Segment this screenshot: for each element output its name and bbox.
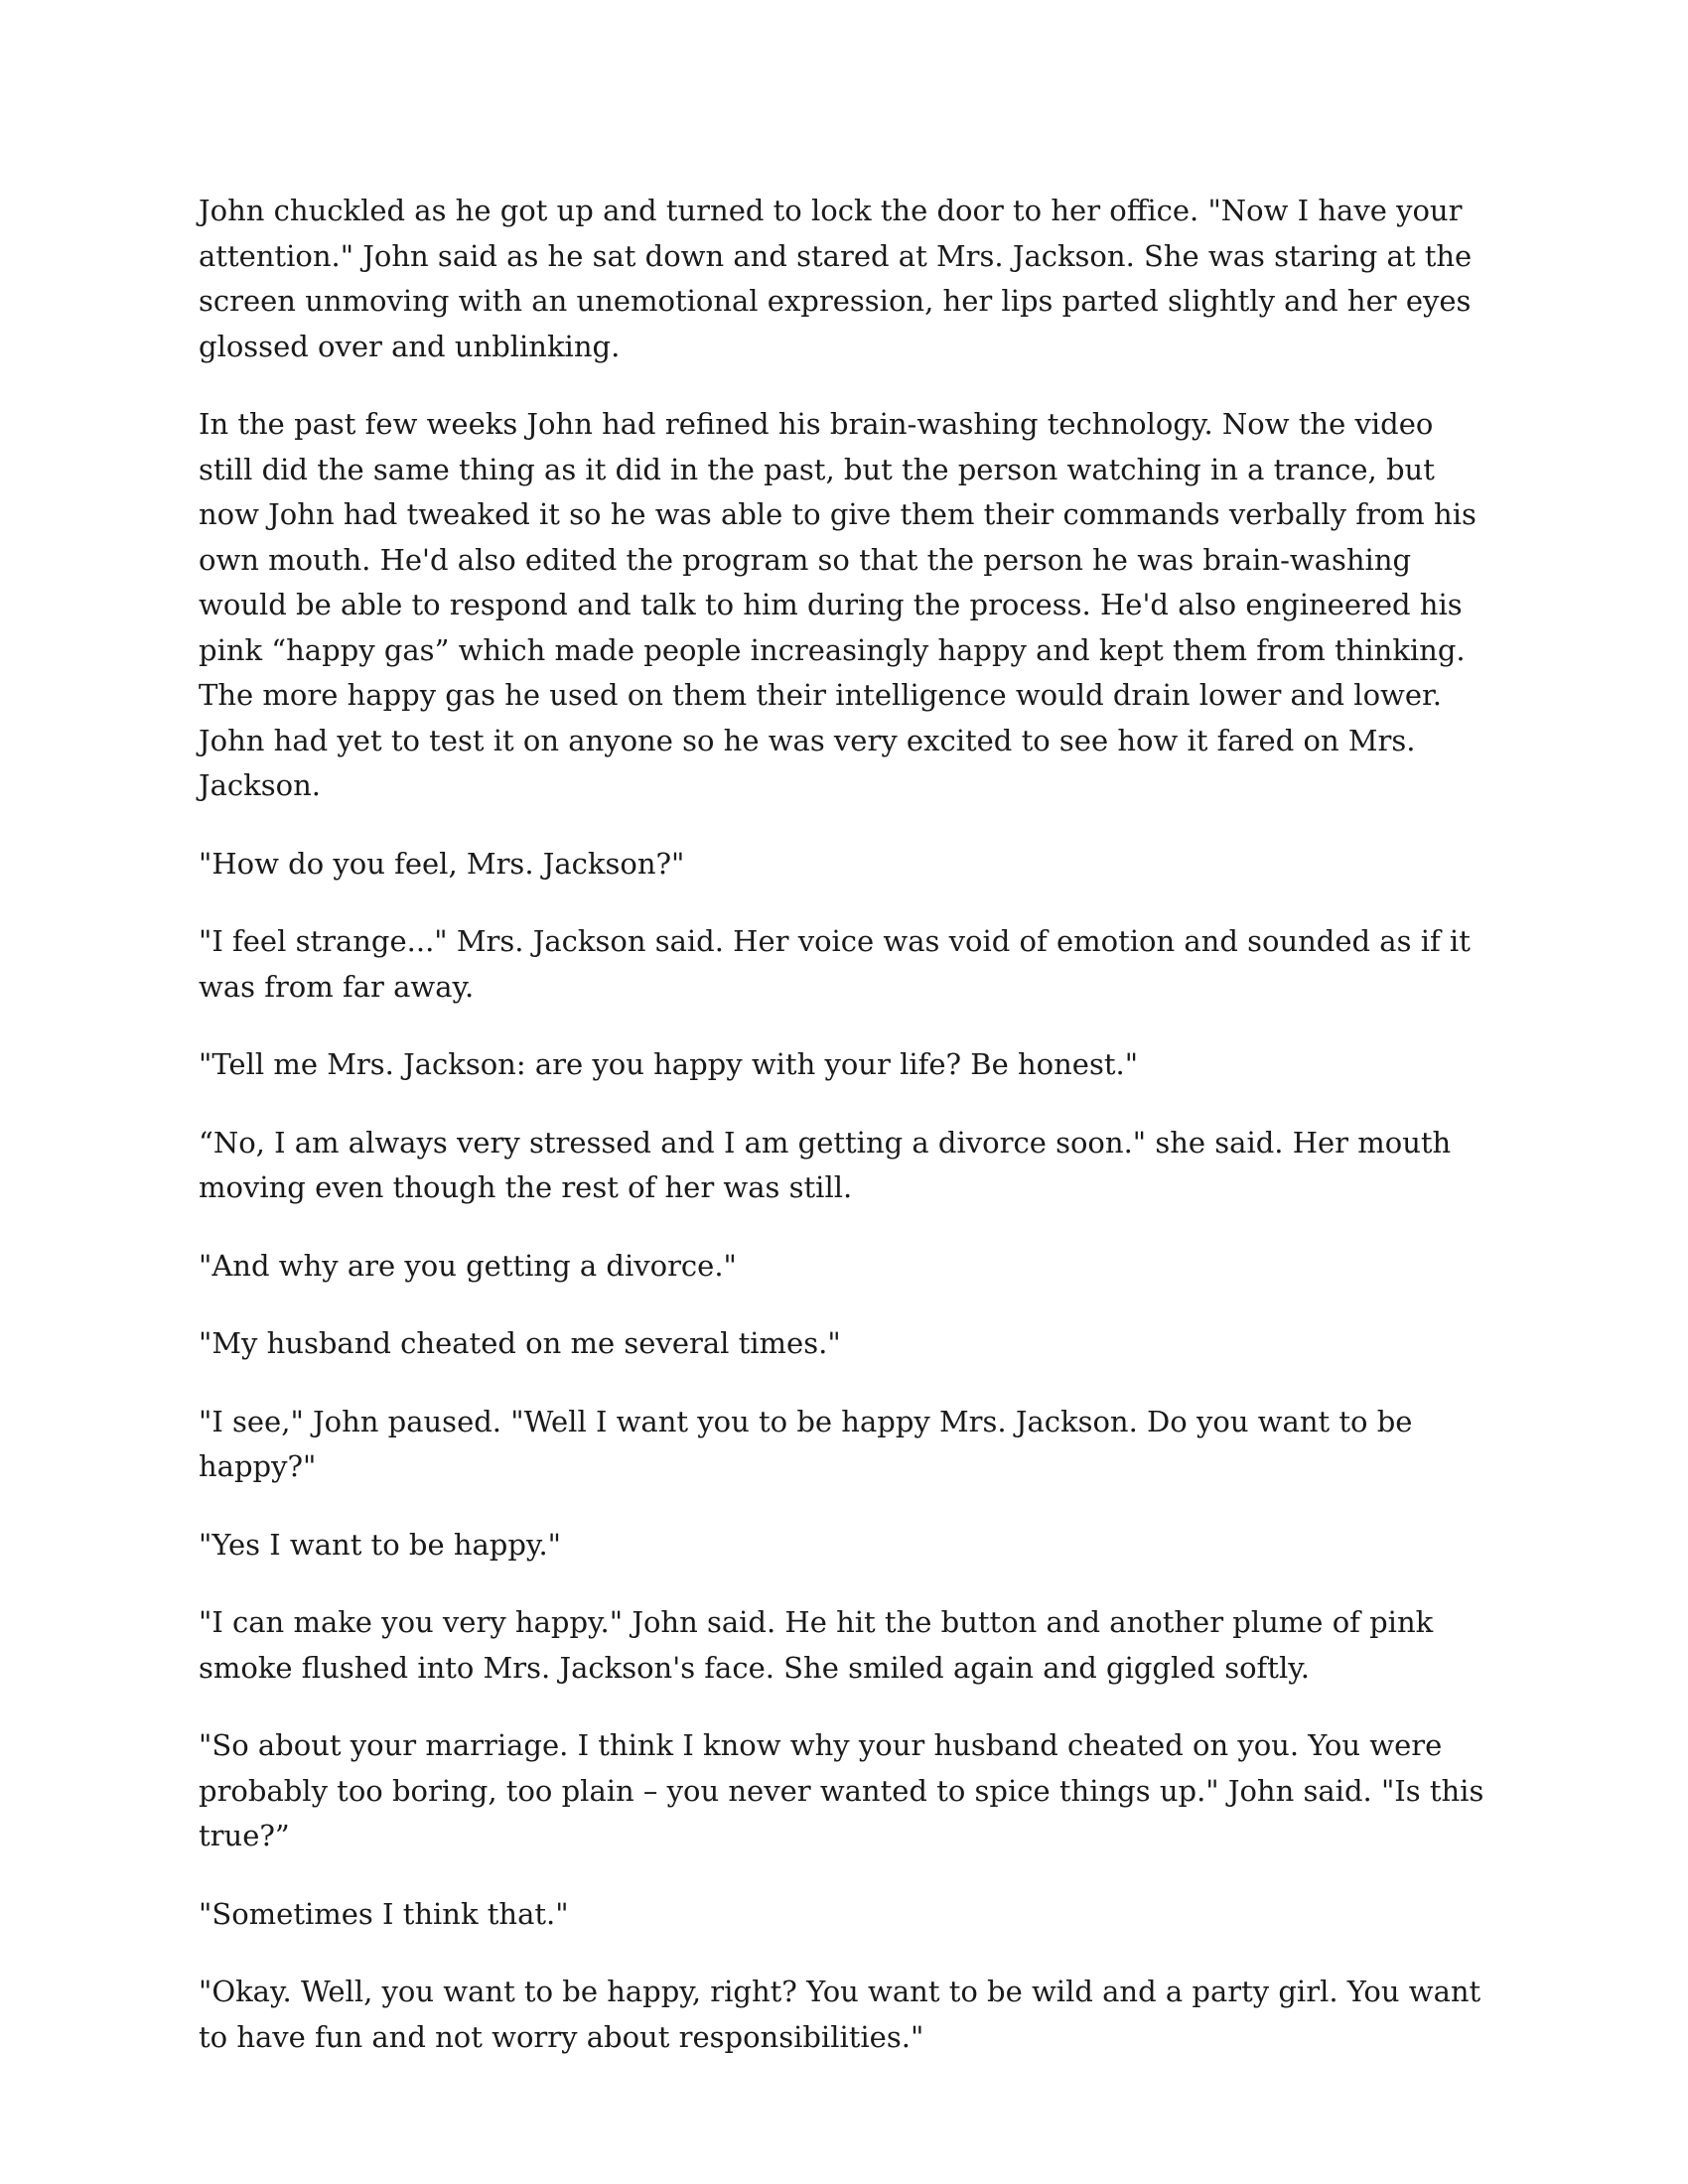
paragraph: "I see," John paused. "Well I want you to be happy Mrs. Jackson. Do you want to be happy?" xyxy=(199,1404,1413,1483)
paragraph: "Yes I want to be happy." xyxy=(199,1527,562,1562)
paragraph: "My husband cheated on me several times." xyxy=(199,1326,841,1360)
paragraph: In the past few weeks John had refined his brain-washing technology. Now the video still did the same thing as it did in the past, but the person watching in a trance, but now John had tweaked it so he was able to give them their commands verbally from his own mouth. He'd also edited the program so that the person he was brain-washing would be able to respond and talk to him during the process. He'd also engineered his pink “happy gas” which made people increasingly happy and kept them from thinking. The more happy gas he used on them their intelligence would drain lower and lower. John had yet to test it on anyone so he was very excited to see how it fared on Mrs. Jackson. xyxy=(199,407,1477,802)
paragraph: "Tell me Mrs. Jackson: are you happy with your life? Be honest." xyxy=(199,1047,1139,1081)
paragraph: "I can make you very happy." John said. He hit the button and another plume of pink smoke flushed into Mrs. Jackson's face. She smiled again and giggled softly. xyxy=(199,1605,1434,1685)
paragraph: “No, I am always very stressed and I am getting a divorce soon." she said. Her mouth moving even though the rest of her was still. xyxy=(199,1125,1452,1204)
paragraph: "I feel strange..." Mrs. Jackson said. Her voice was void of emotion and sounded as if it was from far away. xyxy=(199,924,1471,1004)
paragraph: "How do you feel, Mrs. Jackson?" xyxy=(199,846,685,881)
paragraph: "Sometimes I think that." xyxy=(199,1896,569,1931)
paragraph: "And why are you getting a divorce." xyxy=(199,1248,737,1283)
document-page xyxy=(199,189,1489,2093)
paragraph: "Okay. Well, you want to be happy, right? You want to be wild and a party girl. You want to have fun and not worry about responsibilities." xyxy=(199,1975,1481,2054)
paragraph: "So about your marriage. I think I know why your husband cheated on you. You were probably too boring, too plain – you never wanted to spice things up." John said. "Is this true?” xyxy=(199,1728,1484,1852)
paragraph: John chuckled as he got up and turned to lock the door to her office. "Now I have your attention." John said as he sat down and stared at Mrs. Jackson. She was staring at the screen unmoving with an unemotional expression, her lips parted slightly and her eyes glossed over and unblinking. xyxy=(199,194,1473,363)
